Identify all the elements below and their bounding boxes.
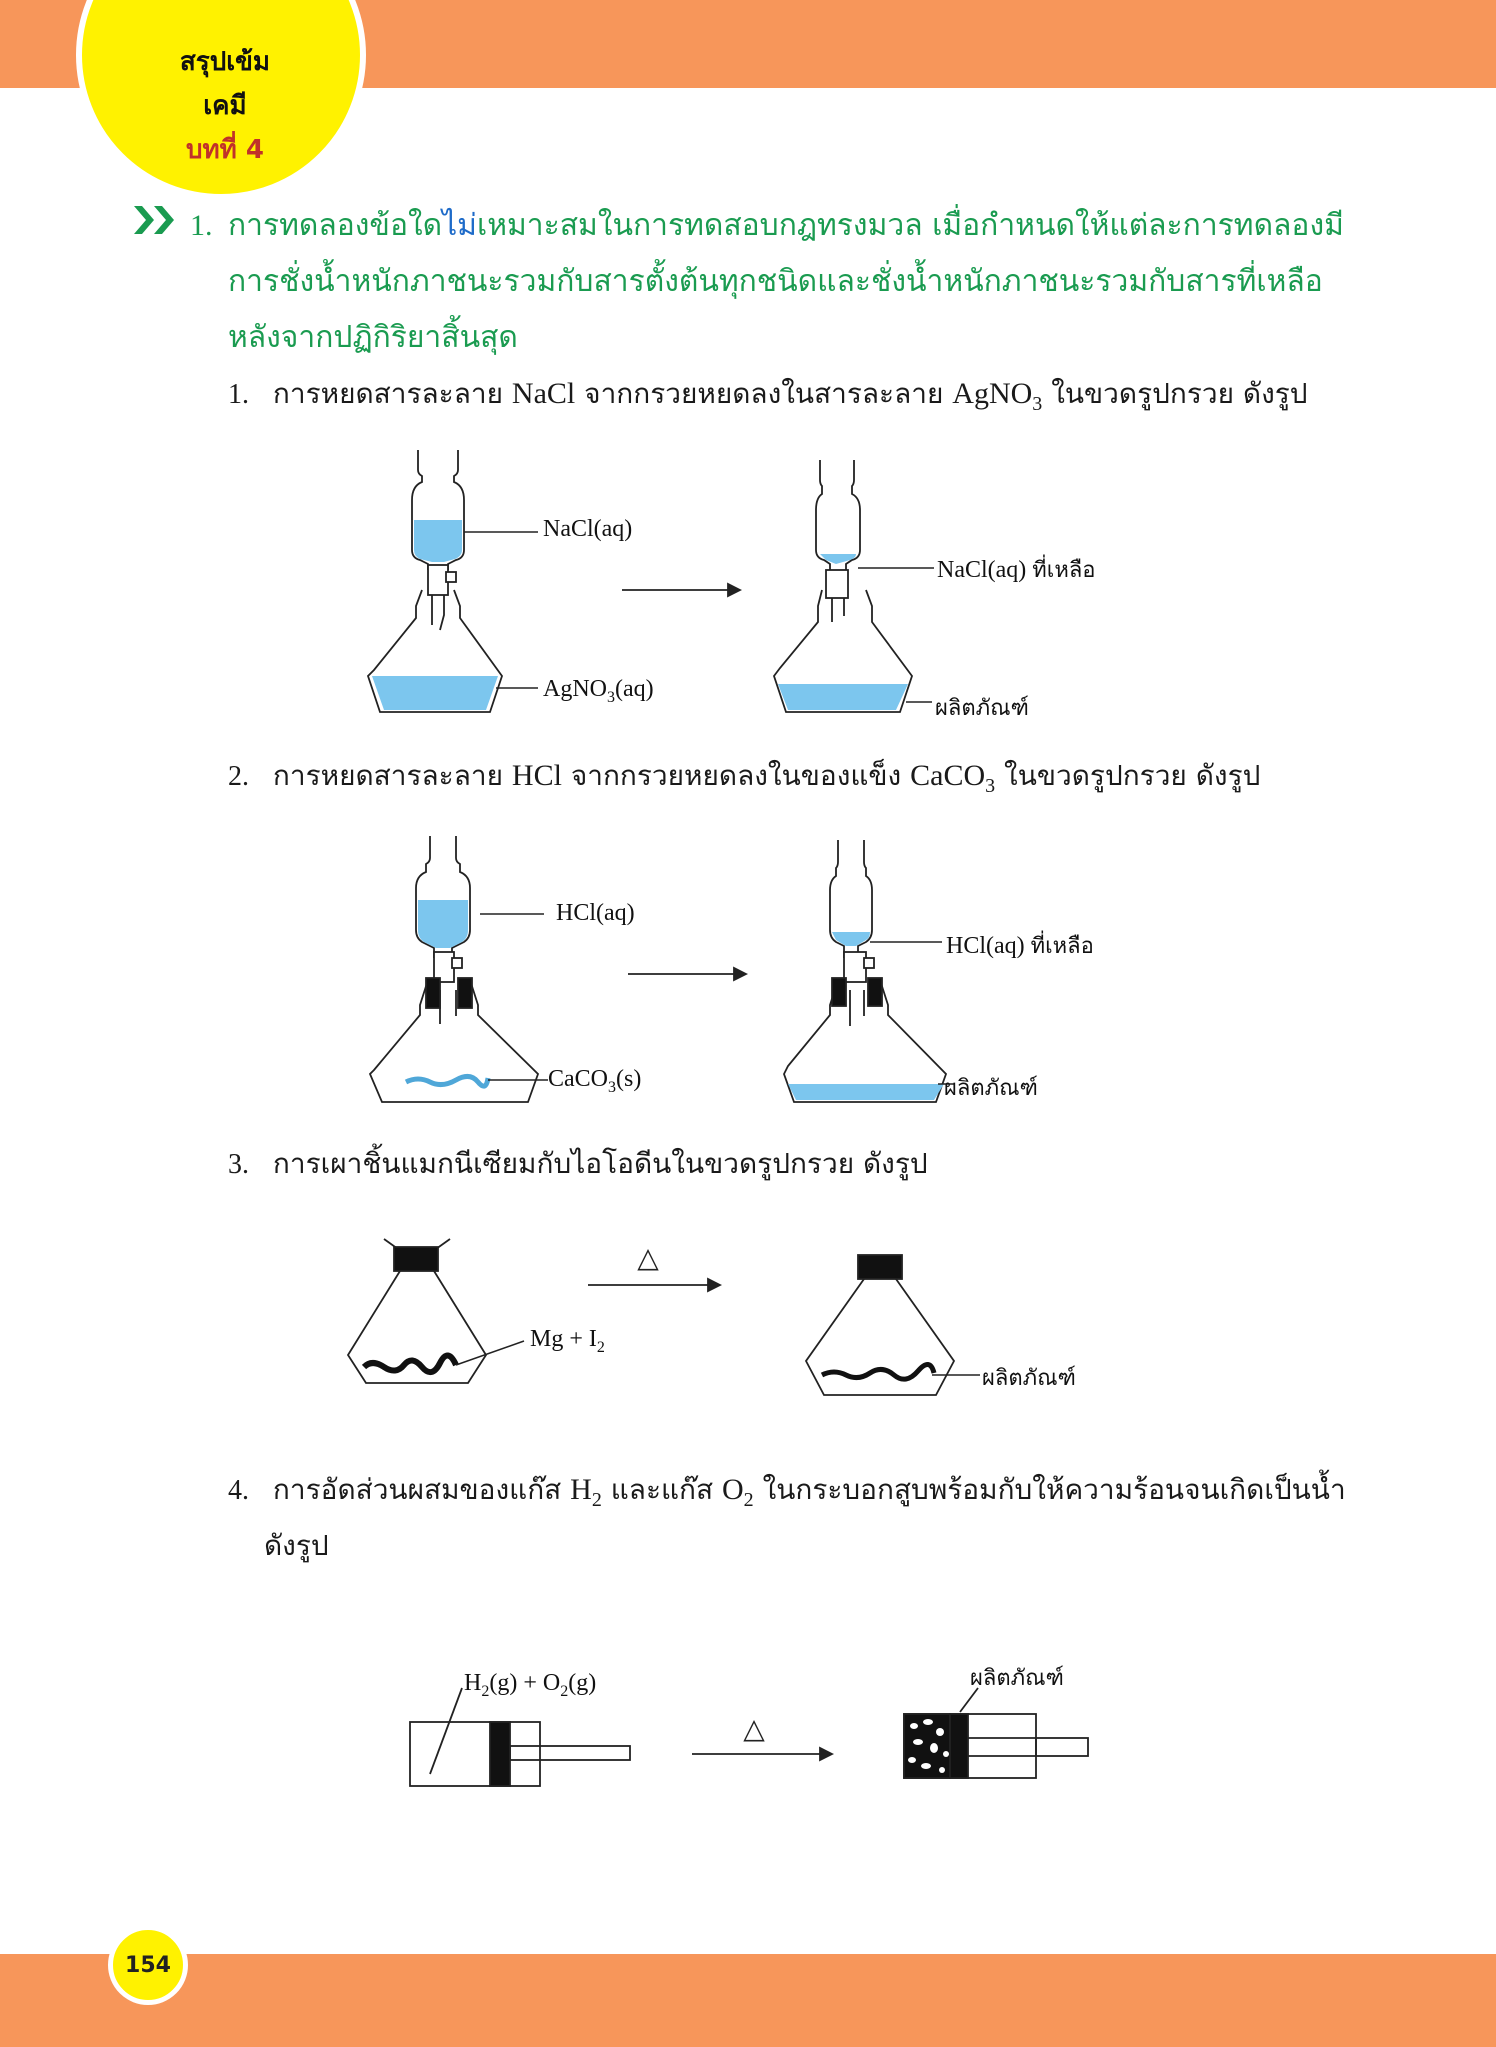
choice-text: ดังรูป bbox=[264, 1529, 329, 1562]
question-block bbox=[190, 198, 1370, 366]
label-hcl: HCl(aq) bbox=[556, 900, 635, 926]
label-agno3: AgNO$_3$(aq) bbox=[543, 676, 654, 706]
reaction-arrow bbox=[628, 968, 746, 980]
syringe-before bbox=[410, 1688, 630, 1786]
chem-formula: $H_2$ bbox=[570, 1473, 602, 1511]
dropping-funnel-before bbox=[368, 450, 502, 712]
chem-formula: HCl bbox=[511, 759, 562, 792]
label-product: ผลิตภัณฑ์ bbox=[970, 1666, 1064, 1691]
label-caco3: CaCO$_3$(s) bbox=[548, 1066, 642, 1096]
chem-formula: CaCO$_3$ bbox=[910, 759, 996, 797]
double-chevron-right-icon bbox=[132, 200, 180, 240]
question-text-after: เหมาะสมในการทดสอบกฎทรงมวล เมื่อกำหนดให้แต่ละการทดลองมีการชั่งน้ำหนักภาชนะรวมกับสารตั้งต้นทุกชนิดและชั่งน้ำหนักภาชนะรวมกับสารที่เหลือหลังจากปฏิกิริยาสิ้นสุด bbox=[228, 208, 1344, 355]
choice-text: และแก๊ส bbox=[610, 1473, 714, 1506]
choice-number: 2. bbox=[228, 761, 249, 792]
reaction-arrow bbox=[622, 584, 740, 596]
question-text bbox=[228, 198, 1370, 366]
badge-chapter: บทที่ 4 bbox=[186, 135, 264, 165]
label-product: ผลิตภัณฑ์ bbox=[935, 696, 1029, 721]
heat-symbol: △ bbox=[637, 1241, 659, 1274]
choice-1 bbox=[228, 366, 1368, 432]
choice-number: 1. bbox=[228, 379, 249, 410]
choice-text: การหยดสารละลาย bbox=[272, 759, 504, 792]
badge-subject: เคมี bbox=[203, 91, 247, 121]
chapter-badge-text bbox=[150, 40, 300, 172]
label-nacl: NaCl(aq) bbox=[543, 516, 633, 542]
choice-number: 3. bbox=[228, 1149, 249, 1180]
dropping-funnel-before bbox=[370, 836, 538, 1102]
choice-text: การเผาชิ้นแมกนีเซียมกับไอโอดีนในขวดรูปกรวย ดังรูป bbox=[272, 1147, 928, 1180]
figure-2-diagram bbox=[360, 830, 1120, 1110]
choice-3 bbox=[228, 1136, 1368, 1193]
chem-formula: AgNO$_3$ bbox=[952, 377, 1043, 415]
label-mg-i2: $Mg + I_2$ bbox=[530, 1326, 605, 1356]
chem-formula: NaCl bbox=[511, 377, 576, 410]
choice-text: ในขวดรูปกรวย ดังรูป bbox=[1051, 377, 1308, 410]
heat-arrow bbox=[692, 1748, 832, 1760]
choice-text: จากกรวยหยดลงในของแข็ง bbox=[570, 759, 902, 792]
dropping-funnel-after bbox=[774, 460, 912, 712]
page-number: 154 bbox=[108, 1925, 188, 2005]
heat-arrow bbox=[588, 1279, 720, 1291]
badge-title: สรุปเข้ม bbox=[179, 47, 271, 77]
label-product: ผลิตภัณฑ์ bbox=[944, 1076, 1038, 1101]
label-h2-o2: $H_2(g) + O_2(g)$ bbox=[464, 1670, 597, 1700]
label-hcl-remaining: HCl(aq) ที่เหลือ bbox=[946, 933, 1094, 959]
question-emphasis: ไม่ bbox=[442, 208, 477, 243]
question-number: 1. bbox=[190, 209, 213, 242]
question-text-before: การทดลองข้อใด bbox=[228, 208, 443, 243]
footer-band bbox=[0, 1954, 1496, 2047]
choice-text: การหยดสารละลาย bbox=[272, 377, 504, 410]
choice-text: ในขวดรูปกรวย ดังรูป bbox=[1004, 759, 1261, 792]
choice-number: 4. bbox=[228, 1475, 249, 1506]
sealed-flask-after bbox=[806, 1255, 954, 1395]
choice-4-continued bbox=[264, 1518, 1404, 1574]
heat-symbol: △ bbox=[743, 1712, 765, 1745]
dropping-funnel-after bbox=[784, 840, 946, 1102]
chem-formula: $O_2$ bbox=[721, 1473, 754, 1511]
label-product: ผลิตภัณฑ์ bbox=[982, 1366, 1076, 1391]
choice-2 bbox=[228, 748, 1368, 814]
choice-text: จากกรวยหยดลงในสารละลาย bbox=[584, 377, 944, 410]
choice-text: การอัดส่วนผสมของแก๊ส bbox=[272, 1473, 562, 1506]
label-nacl-remaining: NaCl(aq) ที่เหลือ bbox=[937, 557, 1096, 583]
choice-text: ในกระบอกสูบพร้อมกับให้ความร้อนจนเกิดเป็นน้ำ bbox=[762, 1473, 1346, 1506]
syringe-after bbox=[904, 1688, 1088, 1778]
